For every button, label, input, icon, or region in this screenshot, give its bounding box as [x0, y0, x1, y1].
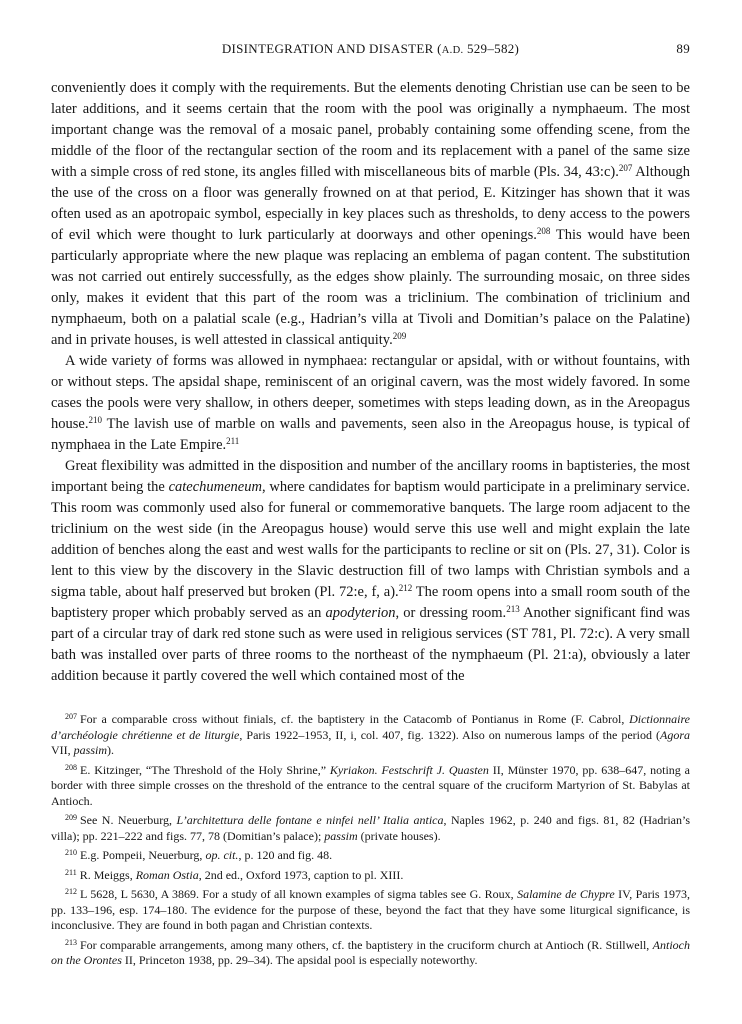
italic-text: Salamine de Chypre [517, 887, 615, 901]
footnote [51, 763, 690, 810]
italic-text: Kyriakon. Festschrift J. Quasten [329, 762, 489, 777]
text-run: conveniently does it comply with the requirements. But the elements denoting Christian use can be seen to be later additions, and it seems certain that the room with the pool was originally a nymphaeum. The most important change was the removal of a mosaic panel, probably containing some offending scene, from the middle of the floor of the rectangular section of the room and its replacement with a panel of the same size with a simple cross of red stone, its angles filled with miscellaneous bits of marble (Pls. 34, 43:c). [51, 80, 690, 180]
italic-text: passim [324, 828, 358, 843]
text-run: A wide variety of forms was allowed in nymphaea: rectangular or apsidal, with or without fountains, with or without steps. The apsidal shape, reminiscent of an original cavern, was the most widely favored. In some cases the pools were very shallow, in others deeper, sometimes with steps leading down, as in the Areopagus house. [51, 353, 690, 432]
text-run: IV, Paris 1973, pp. 133–196, esp. 174–180. The evidence for the purpose of these, beyond the fact that they have some liturgical significance, is inconclusive. They are found in both pagan and Christian contexts. [51, 887, 690, 932]
footnote-number: 212 [65, 887, 77, 896]
footnote-number: 210 [65, 848, 77, 857]
italic-text: passim [73, 743, 108, 757]
body-paragraph [51, 351, 690, 456]
footnote-number: 208 [65, 762, 77, 772]
body-paragraph [51, 456, 690, 687]
footnote [51, 938, 690, 969]
text-run: The lavish use of marble on walls and pavements, seen also in the Areopagus house, is typical of nymphaea in the Late Empire. [51, 416, 690, 453]
footnote-ref: 213 [506, 604, 520, 614]
text-run: E.g. Pompeii, Neuerburg, [80, 848, 206, 862]
text-run: VII, [51, 743, 74, 757]
text-run: , where candidates for baptism would participate in a preliminary service. This room was commonly used also for funeral or commemorative banquets. The large room adjacent to the triclinium on the west side (in the Areopagus house) would serve this use well and might explain the late addition of benches along the east and west walls for the participants to recline or sit on (Pls. 27, 31). Color is lent to this view by the discovery in the Slavic destruction fill of two lamps with Christian symbols and a sigma table, about half preserved but broken (Pl. 72:e, f, a). [51, 479, 690, 600]
text-run: For comparable arrangements, among many others, cf. the baptistery in the cruciform church at Antioch (R. Stillwell, [80, 937, 653, 952]
footnote-number: 213 [65, 937, 77, 947]
italic-text: apodyterion [325, 605, 396, 621]
footnote [51, 712, 690, 759]
running-title-years: 529–582) [463, 41, 520, 56]
italic-text: Agora [660, 727, 690, 742]
footnote [51, 868, 690, 884]
italic-text: catechumeneum [168, 479, 262, 495]
footnote-number: 211 [65, 867, 77, 877]
running-title-date: A.D. [441, 45, 464, 56]
running-head [51, 41, 690, 57]
footnote [51, 813, 690, 844]
text-run: For a comparable cross without finials, cf. the baptistery in the Catacomb of Pontianus in Rome (F. Cabrol, [80, 712, 630, 726]
text-run: E. Kitzinger, “The Threshold of the Holy Shrine,” [80, 762, 330, 777]
italic-text: Antioch on the Orontes [51, 937, 690, 967]
text-run: II, Münster 1970, pp. 638–647, noting a border with three simple crosses on the threshold of the entrance to the central square of the cruciform Martyrion of St. Babylas at Antioch. [51, 762, 691, 808]
text-run: II, Princeton 1938, pp. 29–34). The apsidal pool is especially noteworthy. [121, 953, 478, 967]
text-run: This would have been particularly appropriate where the new plaque was replacing an emblema of pagan content. The substitution was not carried out entirely successfully, as the edges show plainly. The surrounding mosaic, on three sides only, makes it evident that this part of the room was a triclinium. The combination of triclinium and nymphaeum, both on a palatial scale (e.g., Hadrian’s villa at Tivoli and Domitian’s palace on the Palatine) and in private houses, is well attested in classical antiquity. [51, 227, 690, 348]
italic-text: Roman Ostia [135, 867, 199, 882]
footnote-ref: 210 [88, 415, 102, 425]
footnote-ref: 212 [398, 583, 413, 593]
text-run: The room opens into a small room south of the baptistery proper which probably served as an [51, 584, 690, 621]
text-run: , or dressing room. [395, 605, 507, 621]
text-run: (private houses). [357, 828, 441, 843]
running-title [51, 41, 690, 57]
text-run: Another significant find was part of a circular tray of dark red stone such as were used in religious services (ST 781, Pl. 72:c). A very small bath was installed over parts of three rooms to the northeast of the nymphaeum (Pl. 21:a), obviously a later addition because it partly covered the well which contained most of the [51, 605, 691, 684]
page-number: 89 [676, 41, 690, 56]
footnote-number: 207 [65, 712, 77, 721]
running-title-text: DISINTEGRATION AND DISASTER ( [221, 41, 442, 56]
italic-text: Dictionnaire d’archéologie chrétienne et de liturgie [51, 712, 690, 742]
body-text [51, 78, 690, 687]
text-run: , Naples 1962, p. 240 and figs. 81, 82 (Hadrian’s villa); pp. 221–222 and figs. 77, 78 (Domitian’s palace); [51, 813, 691, 843]
footnote [51, 887, 690, 934]
footnote-ref: 208 [536, 226, 551, 236]
footnote-number: 209 [65, 813, 77, 822]
italic-text: L’architettura delle fontane e ninfei nell’ Italia antica [176, 813, 444, 827]
text-run: , 2nd ed., Oxford 1973, caption to pl. XIII. [198, 867, 404, 882]
text-run: See N. Neuerburg, [80, 813, 177, 827]
text-run: , Paris 1922–1953, II, i, col. 407, fig. 1322). Also on numerous lamps of the period ( [239, 727, 660, 742]
italic-text: op. cit. [205, 848, 239, 862]
text-run: ). [107, 743, 115, 757]
body-paragraph [51, 78, 690, 351]
text-run: Although the use of the cross on a floor was generally frowned on at that period, E. Kitzinger has shown that it was often used as an apotropaic symbol, especially in key places such as thresholds, to deny access to the powers of evil which were thought to lurk particularly at doorways and other openings. [51, 164, 690, 243]
footnotes [51, 712, 690, 973]
footnote-ref: 209 [392, 331, 407, 341]
text-run: L 5628, L 5630, A 3869. For a study of all known examples of sigma tables see G. Roux, [80, 887, 518, 901]
text-run: Great flexibility was admitted in the disposition and number of the ancillary rooms in baptisteries, the most important being the [51, 458, 690, 495]
text-run: , p. 120 and fig. 48. [238, 848, 333, 862]
footnote-ref: 207 [618, 163, 633, 173]
text-run: R. Meiggs, [79, 867, 136, 882]
footnote [51, 848, 690, 864]
footnote-ref: 211 [226, 436, 240, 446]
